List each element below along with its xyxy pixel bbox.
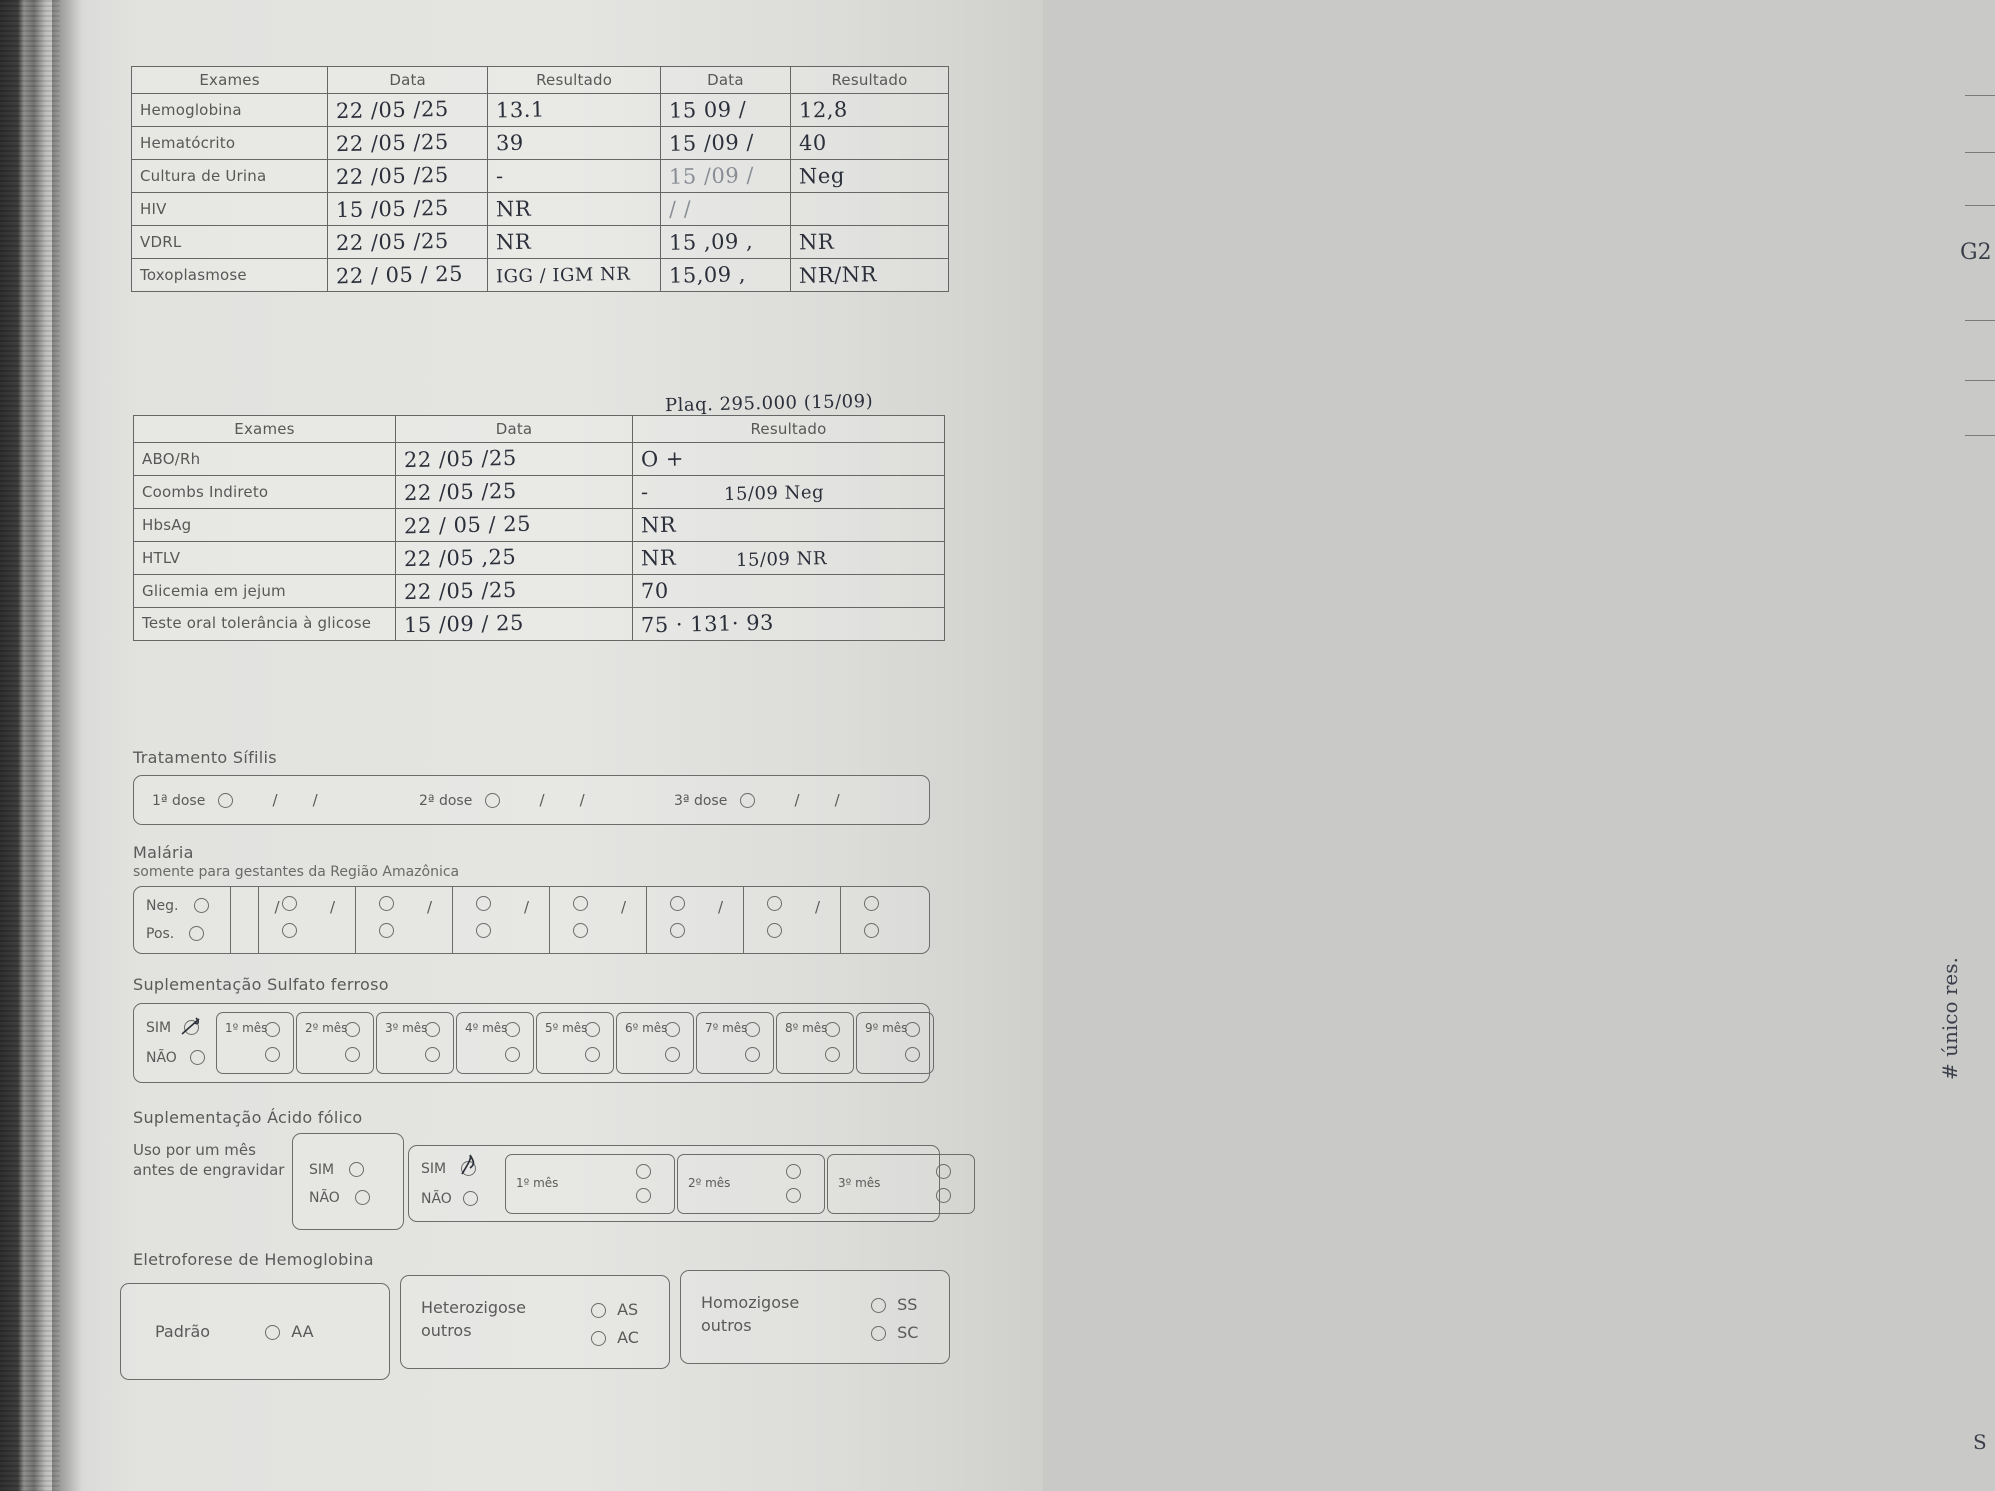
malaria-col-4[interactable] [573, 893, 588, 938]
sulfato-nao-radio[interactable] [190, 1050, 205, 1065]
exam-name: VDRL [132, 226, 328, 259]
sulfato-sim-row[interactable] [146, 1017, 199, 1036]
exam-name: Teste oral tolerância à glicose [134, 608, 396, 641]
exam-date-1: 22 / 05 / 25 [328, 259, 488, 292]
sifilis-dose-3[interactable] [674, 790, 840, 809]
sulfato-nao-row[interactable] [146, 1047, 205, 1066]
exam-name: HbsAg [134, 509, 396, 542]
eletroforese-title: Eletroforese de Hemoglobina [133, 1250, 374, 1269]
af-month-3[interactable]: 3º mês [827, 1154, 975, 1214]
margin-note-text: # único res. [1938, 957, 1962, 1080]
dose-2-sep-1: / [539, 791, 545, 809]
table-row [132, 67, 949, 94]
exam-date-2: 15 /09 / [660, 160, 790, 193]
heterozigose-label: Heterozigose [421, 1298, 526, 1317]
exam-result-extra: 15/09 NR [735, 548, 828, 571]
malaria-col-sep: / [274, 898, 280, 916]
table-row [132, 94, 949, 127]
padrao-label: Padrão [155, 1322, 211, 1341]
margin-note-g2: G2 [1960, 240, 1992, 265]
sulfato-month-8[interactable]: 8º mês [776, 1012, 854, 1074]
malaria-title: Malária [133, 843, 194, 862]
exam-date: 22 /05 /25 [396, 575, 633, 608]
right-margin [953, 0, 1992, 1491]
sulfato-sim-label: SIM [146, 1020, 172, 1036]
exam-date-2: 15 /09 / [660, 127, 790, 160]
exam-result-2: 40 [790, 127, 948, 160]
af2-sim-label: SIM [421, 1161, 447, 1177]
sulfato-sim-radio[interactable] [184, 1020, 199, 1035]
table-row [132, 259, 949, 292]
table-row [132, 226, 949, 259]
af2-sim-radio[interactable] [461, 1161, 476, 1176]
exam-name: Glicemia em jejum [134, 575, 396, 608]
exam-date: 22 / 05 / 25 [396, 509, 633, 542]
sulfato-nao-label: NÃO [146, 1050, 177, 1066]
exam-result-extra: 15/09 Neg [723, 481, 824, 506]
malaria-col-sep: / [427, 898, 433, 916]
exam-date-1: 22 /05 /25 [328, 226, 488, 259]
exam-name: HIV [132, 193, 328, 226]
sulfato-month-7[interactable]: 7º mês [696, 1012, 774, 1074]
exam-result-1: 39 [488, 127, 661, 160]
table-row [132, 160, 949, 193]
exam-date-1: 22 /05 /25 [328, 160, 488, 193]
exam-result: 70 [633, 575, 945, 608]
table-row [134, 443, 945, 476]
padrao-aa-label: AA [291, 1322, 314, 1341]
col-data-1: Data [328, 67, 488, 94]
dose-3-radio[interactable] [740, 793, 755, 808]
dose-1-label: 1ª dose [152, 793, 206, 809]
exam-date-2: 15,09 , [660, 259, 790, 292]
hetero-as-radio[interactable] [591, 1303, 606, 1318]
acido-folico-box-2 [408, 1145, 940, 1222]
homo-ss-radio[interactable] [871, 1298, 886, 1313]
hetero-as-label: AS [617, 1300, 639, 1319]
dose-1-sep-2: / [312, 791, 318, 809]
exam-name: Hemoglobina [132, 94, 328, 127]
table-row [134, 509, 945, 542]
malaria-col-1[interactable] [282, 893, 297, 938]
exam-date-1: 22 /05 /25 [328, 127, 488, 160]
sulfato-month-1[interactable]: 1º mês [216, 1012, 294, 1074]
malaria-box [133, 886, 930, 954]
homo-ss-label: SS [897, 1295, 918, 1314]
exam-result: O + [633, 443, 945, 476]
malaria-subtitle: somente para gestantes da Região Amazônica [133, 864, 460, 880]
malaria-col-6[interactable] [767, 893, 782, 938]
exam-result-2: NR/NR [790, 259, 948, 292]
exam-result: - 15/09 Neg [633, 476, 945, 509]
af1-nao-radio[interactable] [355, 1190, 370, 1205]
malaria-neg-radio[interactable] [194, 898, 209, 913]
af2-nao-label: NÃO [421, 1191, 452, 1207]
dose-2-label: 2ª dose [419, 793, 473, 809]
exam-result-1: NR [488, 226, 661, 259]
exam-result-1: IGG / IGM NR [488, 259, 661, 292]
malaria-col-sep: / [621, 898, 627, 916]
homozigose-label: Homozigose [701, 1293, 800, 1312]
dose-3-sep-1: / [794, 791, 800, 809]
exam-name: Toxoplasmose [132, 259, 328, 292]
exams-table-2 [133, 415, 945, 641]
exam-result-2 [790, 193, 948, 226]
malaria-col-sep: / [815, 898, 821, 916]
exams-table-1 [131, 66, 949, 292]
af-month-1[interactable]: 1º mês [505, 1154, 675, 1214]
malaria-col-3[interactable] [476, 893, 491, 938]
col-exames: Exames [132, 67, 328, 94]
sulfato-month-4[interactable]: 4º mês [456, 1012, 534, 1074]
malaria-neg-label: Neg. [146, 898, 179, 914]
exam-name: HTLV [134, 542, 396, 575]
heterozigose-sub: outros [421, 1321, 472, 1340]
dose-3-label: 3ª dose [674, 793, 728, 809]
col-data: Data [396, 416, 633, 443]
af2-nao-radio[interactable] [463, 1191, 478, 1206]
homozigose-box[interactable] [680, 1270, 950, 1364]
exam-date: 22 /05 ,25 [396, 542, 633, 575]
dose-2-sep-2: / [579, 791, 585, 809]
exam-name: Hematócrito [132, 127, 328, 160]
malaria-col-5[interactable] [670, 893, 685, 938]
homozigose-sub: outros [701, 1316, 752, 1335]
sulfato-month-3[interactable]: 3º mês [376, 1012, 454, 1074]
exam-date-1: 22 /05 /25 [328, 94, 488, 127]
table-row [134, 476, 945, 509]
dose-1-sep-1: / [272, 791, 278, 809]
exam-result-1: 13.1 [488, 94, 661, 127]
sulfato-box [133, 1003, 930, 1083]
sifilis-title: Tratamento Sífilis [133, 748, 277, 767]
malaria-col-2[interactable] [379, 893, 394, 938]
sulfato-month-5[interactable]: 5º mês [536, 1012, 614, 1074]
col-resultado: Resultado [633, 416, 945, 443]
homo-sc-radio[interactable] [871, 1326, 886, 1341]
exam-date-2: 15 09 / [660, 94, 790, 127]
exam-result-2: 12,8 [790, 94, 948, 127]
malaria-pos-label: Pos. [146, 926, 175, 942]
af1-nao-label: NÃO [309, 1190, 340, 1206]
dose-2-radio[interactable] [485, 793, 500, 808]
margin-note-s: S [1973, 1430, 1987, 1454]
sifilis-dose-1[interactable] [152, 790, 318, 809]
exam-date: 15 /09 / 25 [396, 608, 633, 641]
exam-result-1: NR [488, 193, 661, 226]
hetero-ac-radio[interactable] [591, 1331, 606, 1346]
sulfato-title: Suplementação Sulfato ferroso [133, 975, 389, 994]
padrao-aa-radio[interactable] [265, 1325, 280, 1340]
table-row [134, 608, 945, 641]
platelets-note: Plaq. 295.000 (15/09) [664, 390, 874, 417]
af1-sim-radio[interactable] [349, 1162, 364, 1177]
homo-sc-label: SC [897, 1323, 919, 1342]
malaria-col-7[interactable] [864, 893, 879, 938]
acido-folico-box-1[interactable] [292, 1133, 404, 1230]
col-resultado-1: Resultado [488, 67, 661, 94]
table-row [134, 416, 945, 443]
malaria-columns [234, 887, 929, 953]
malaria-col-sep: / [718, 898, 724, 916]
table-row [132, 127, 949, 160]
table-row [134, 542, 945, 575]
acido-folico-title: Suplementação Ácido fólico [133, 1108, 363, 1127]
exam-name: ABO/Rh [134, 443, 396, 476]
malaria-pos-radio[interactable] [189, 926, 204, 941]
exam-result-2: Neg [790, 160, 948, 193]
malaria-neg-row[interactable] [146, 895, 209, 914]
col-data-2: Data [660, 67, 790, 94]
exam-result-2: NR [790, 226, 948, 259]
exam-date-2: / / [660, 193, 790, 226]
sifilis-dose-2[interactable] [419, 790, 585, 809]
hetero-ac-label: AC [617, 1328, 639, 1347]
malaria-col-sep: / [524, 898, 530, 916]
sulfato-month-9[interactable]: 9º mês [856, 1012, 934, 1074]
malaria-col-sep: / [330, 898, 336, 916]
sulfato-month-2[interactable]: 2º mês [296, 1012, 374, 1074]
exam-result-1: - [488, 160, 661, 193]
sifilis-box [133, 775, 930, 825]
col-exames: Exames [134, 416, 396, 443]
dose-1-radio[interactable] [218, 793, 233, 808]
exam-name: Coombs Indireto [134, 476, 396, 509]
dose-3-sep-2: / [834, 791, 840, 809]
exam-result: NR 15/09 NR [633, 542, 945, 575]
exam-result: NR [633, 509, 945, 542]
table-row [134, 575, 945, 608]
exam-name: Cultura de Urina [132, 160, 328, 193]
exam-date: 22 /05 /25 [396, 476, 633, 509]
col-resultado-2: Resultado [790, 67, 948, 94]
af-month-2[interactable]: 2º mês [677, 1154, 825, 1214]
exam-date-2: 15 ,09 , [660, 226, 790, 259]
acido-folico-left-label: Uso por um mês antes de engravidar [133, 1141, 285, 1180]
heterozigose-box[interactable] [400, 1275, 670, 1369]
exam-date-1: 15 /05 /25 [328, 193, 488, 226]
exam-result: 75 · 131· 93 [633, 608, 945, 641]
sulfato-month-6[interactable]: 6º mês [616, 1012, 694, 1074]
table-row [132, 193, 949, 226]
padrao-box[interactable] [120, 1283, 390, 1380]
af1-sim-label: SIM [309, 1162, 335, 1178]
exam-date: 22 /05 /25 [396, 443, 633, 476]
malaria-pos-row[interactable] [146, 923, 204, 942]
